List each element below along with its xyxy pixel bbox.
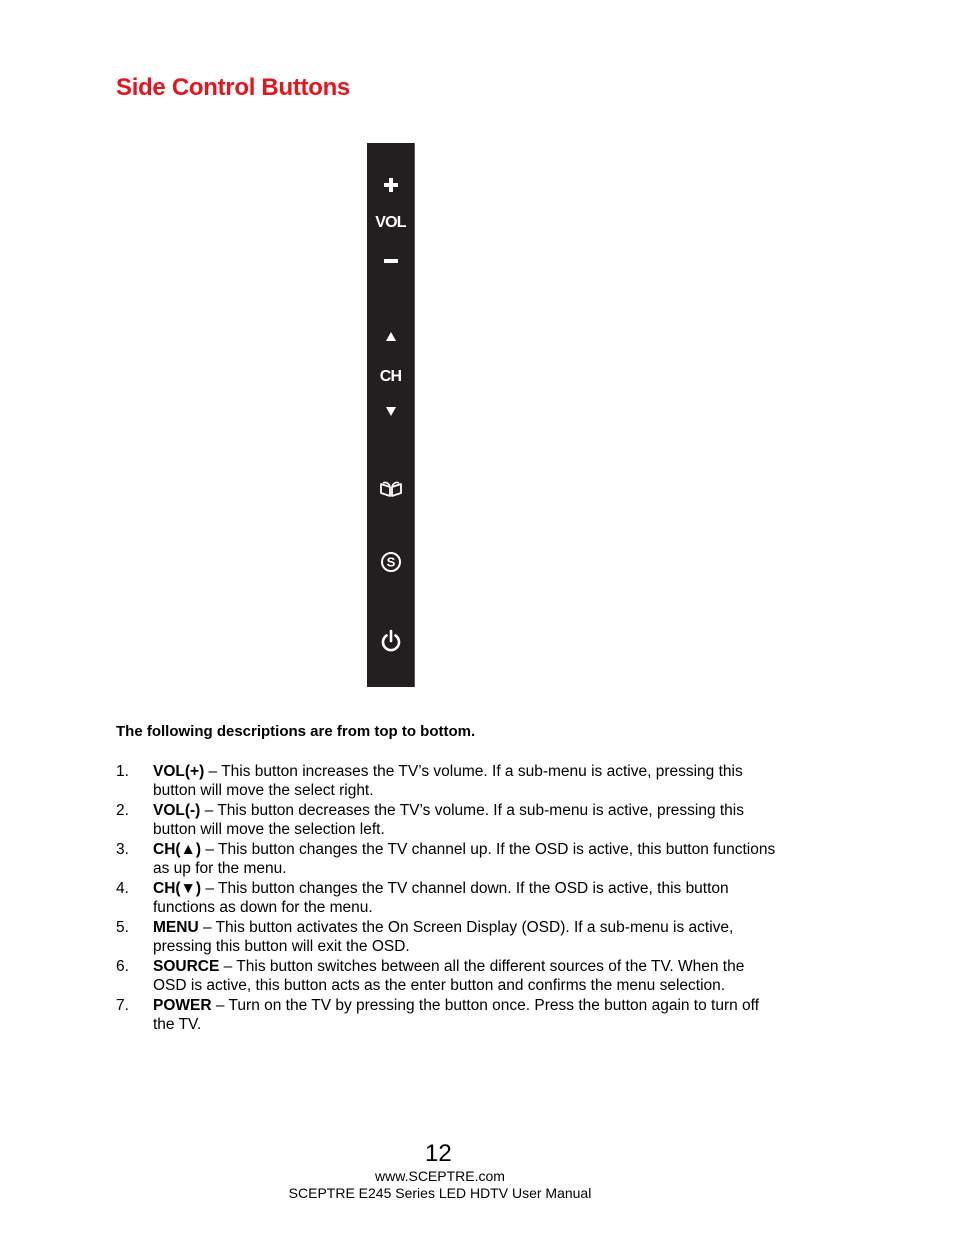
- ch-label: CH: [379, 368, 402, 385]
- plus-icon: [383, 177, 399, 193]
- vol-minus-button: [367, 258, 414, 264]
- source-s-icon: [380, 551, 402, 573]
- triangle-up-icon: [386, 332, 396, 341]
- list-item: [116, 918, 776, 956]
- menu-button: [367, 480, 414, 498]
- ch-up-button: [367, 332, 414, 341]
- source-button: [367, 551, 414, 573]
- minus-icon: [383, 258, 399, 264]
- item-text: – This button changes the TV channel down. If the OSD is active, this button functions as down for the menu.: [153, 880, 729, 916]
- item-text: – This button activates the On Screen Display (OSD). If a sub-menu is active, pressing this button will exit the OSD.: [153, 919, 734, 955]
- list-item: [116, 996, 776, 1034]
- item-text: – This button switches between all the different sources of the TV. When the OSD is active, this button acts as the enter button and confirms the menu selection.: [153, 958, 745, 994]
- item-label: POWER: [153, 997, 212, 1014]
- list-item: [116, 762, 776, 800]
- item-label: MENU: [153, 919, 199, 936]
- item-number: 7.: [116, 997, 129, 1014]
- list-item: [116, 801, 776, 839]
- item-text: – This button changes the TV channel up. If the OSD is active, this button functions as up for the menu.: [153, 841, 776, 877]
- list-item: [116, 879, 776, 917]
- vol-label: VOL: [375, 214, 406, 231]
- triangle-down-icon: [386, 407, 396, 416]
- item-label: CH(▼): [153, 880, 202, 897]
- page-title: Side Control Buttons: [116, 74, 350, 101]
- item-label: VOL(-): [153, 802, 201, 819]
- footer-manual-name: SCEPTRE E245 Series LED HDTV User Manual: [288, 1185, 592, 1201]
- ch-down-button: [367, 407, 414, 416]
- item-number: 5.: [116, 919, 129, 936]
- list-item: [116, 957, 776, 995]
- item-text: – This button increases the TV’s volume. If a sub-menu is active, pressing this button will move the select right.: [153, 763, 743, 799]
- vol-plus-button: [367, 177, 414, 193]
- item-label: VOL(+): [153, 763, 205, 780]
- item-number: 4.: [116, 880, 129, 897]
- list-item: [116, 840, 776, 878]
- power-button: [367, 629, 414, 653]
- item-label: CH(▲): [153, 841, 202, 858]
- item-number: 6.: [116, 958, 129, 975]
- item-number: 2.: [116, 802, 129, 819]
- item-number: 1.: [116, 763, 129, 780]
- power-icon: [380, 629, 402, 653]
- page-number: 12: [425, 1140, 452, 1167]
- description-list: [116, 762, 776, 1035]
- item-text: – This button decreases the TV’s volume. If a sub-menu is active, pressing this button will move the selection left.: [153, 802, 744, 838]
- svg-text:S: S: [386, 554, 395, 570]
- item-number: 3.: [116, 841, 129, 858]
- item-label: SOURCE: [153, 958, 220, 975]
- menu-book-icon: [379, 480, 403, 498]
- intro-text: The following descriptions are from top to bottom.: [116, 723, 476, 740]
- side-control-panel: [367, 143, 415, 687]
- item-text: – Turn on the TV by pressing the button once. Press the button again to turn off the TV.: [153, 997, 760, 1033]
- footer-website: www.SCEPTRE.com: [375, 1168, 505, 1184]
